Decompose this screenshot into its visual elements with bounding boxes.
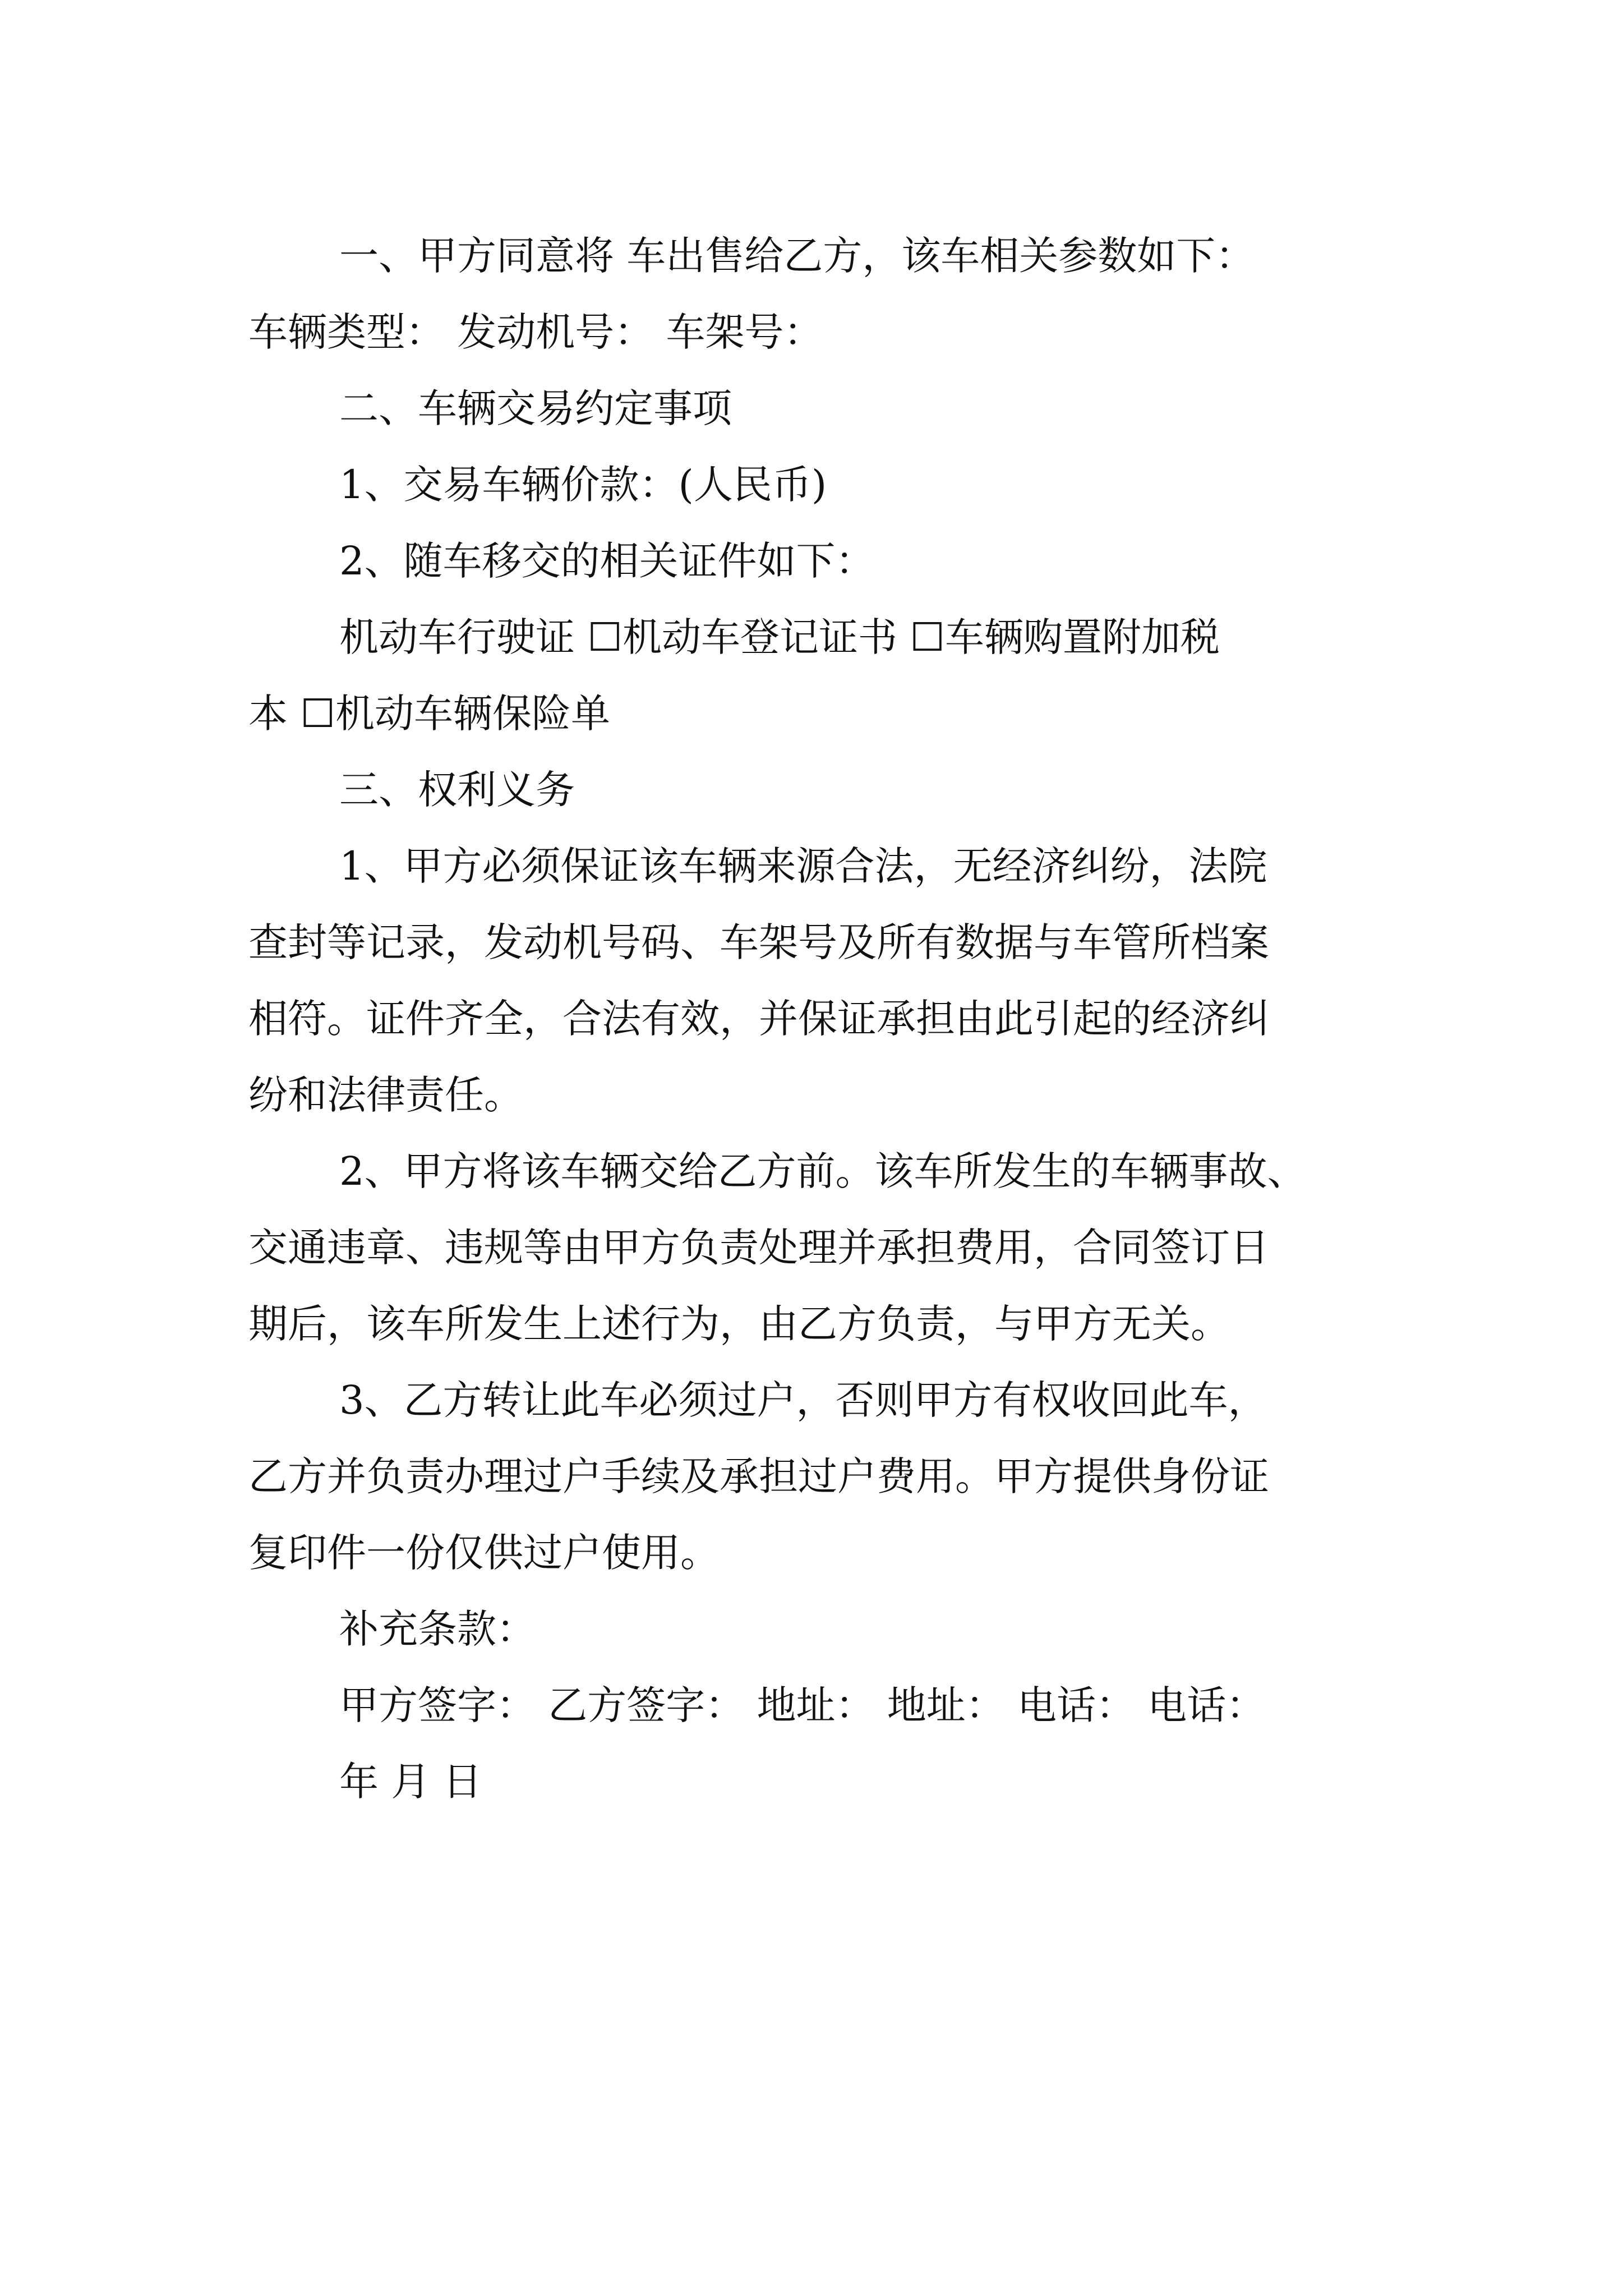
contract-body [248,218,1381,1820]
section-three-heading: 三、权利义务 [339,767,575,813]
supplementary-terms: 补充条款： [339,1606,536,1652]
documents-list-line-1: 机动车行驶证 ☐机动车登记证书 ☐车辆购置附加税 [339,614,1220,660]
clause-1-line-2: 查封等记录，发动机号码、车架号及所有数据与车管所档案 [248,919,1269,965]
date-line: 年 月 日 [339,1759,482,1805]
clause-3-line-3: 复印件一份仅供过户使用。 [248,1530,720,1576]
section-one-heading: 一、甲方同意将 车出售给乙方，该车相关参数如下： [339,233,1255,279]
clause-2-line-1: 2、甲方将该车辆交给乙方前。该车所发生的车辆事故、 [339,1148,1307,1194]
clause-3-line-2: 乙方并负责办理过户手续及承担过户费用。甲方提供身份证 [248,1453,1269,1499]
clause-1-line-3: 相符。证件齐全，合法有效，并保证承担由此引起的经济纠 [248,996,1269,1042]
clause-2-line-2: 交通违章、违规等由甲方负责处理并承担费用，合同签订日 [248,1225,1269,1271]
vehicle-params-line: 车辆类型： 发动机号： 车架号： [248,309,823,355]
clause-3-line-1: 3、乙方转让此车必须过户，否则甲方有权收回此车， [339,1377,1267,1423]
clause-2-line-3: 期后，该车所发生上述行为，由乙方负责，与甲方无关。 [248,1301,1230,1347]
clause-1-line-1: 1、甲方必须保证该车辆来源合法，无经济纠纷，法院 [339,843,1267,889]
section-two-heading: 二、车辆交易约定事项 [339,385,732,431]
documents-list-line-2: 本 ☐机动车辆保险单 [248,691,611,737]
price-line: 1、交易车辆价款：(人民币) [339,462,827,508]
clause-1-line-4: 纷和法律责任。 [248,1072,523,1118]
signature-line: 甲方签字： 乙方签字： 地址： 地址： 电话： 电话： [339,1682,1266,1728]
documents-intro: 2、随车移交的相关证件如下： [339,538,875,584]
